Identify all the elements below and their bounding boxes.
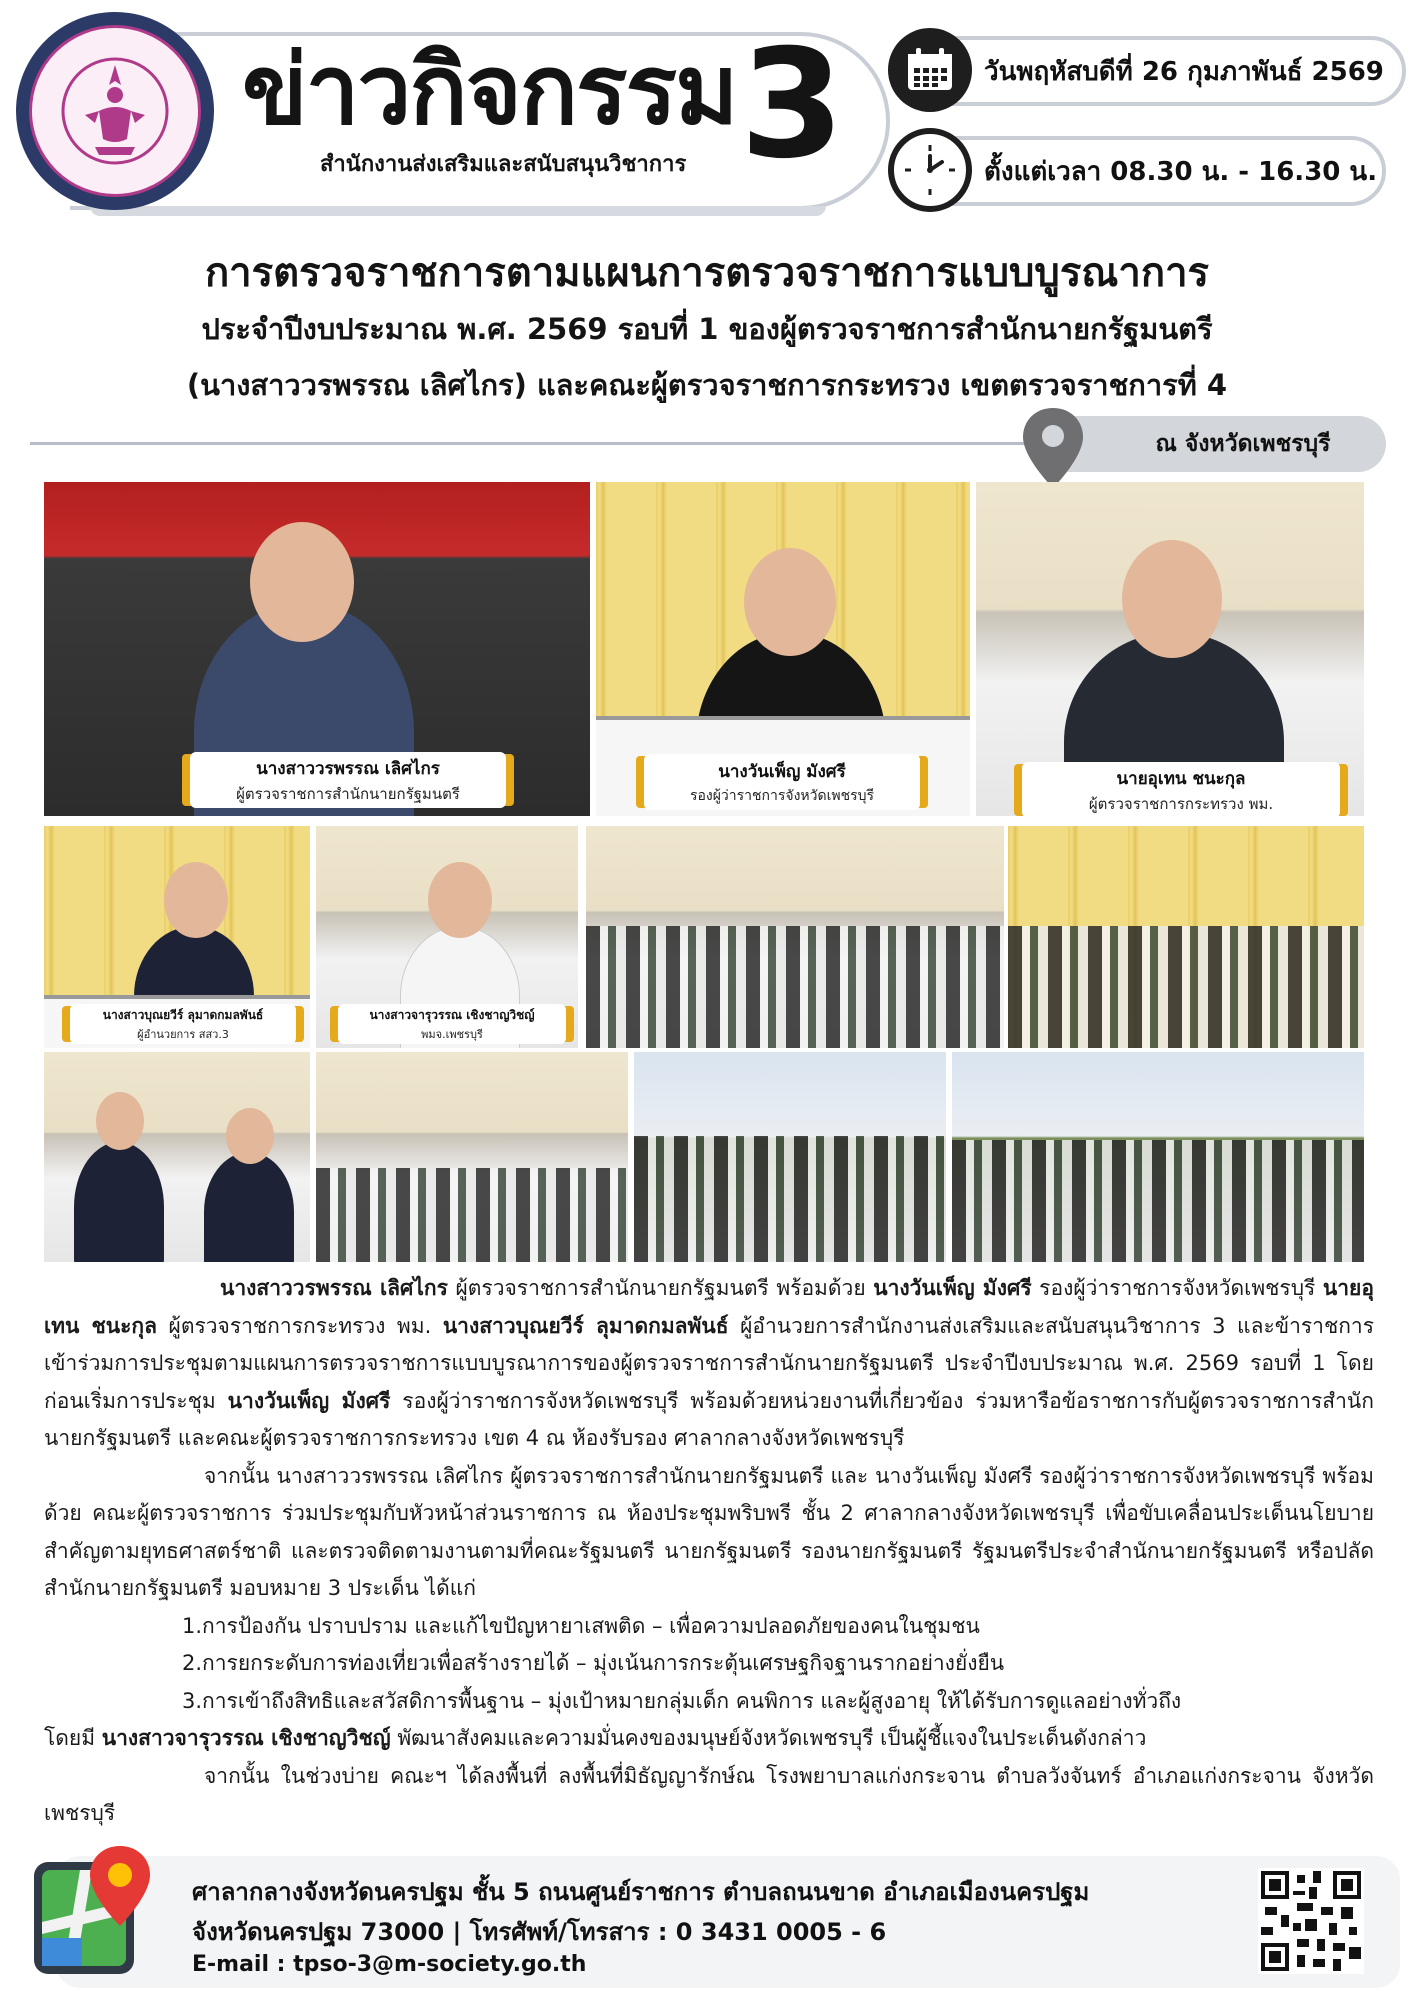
- calendar-icon: [888, 28, 972, 112]
- person-name: นางสาวบุณยวีร์ ลุมาดกมลพันธ์: [442, 1313, 729, 1338]
- paragraph-text: ผู้อำนวยการสำนักงานส่งเสริมและสนับสนุนวิชาการ 3 และข้าราชการ เข้าร่วมการประชุมตามแผนการตรวจราชการแบบบูรณาการของผู้ตรวจราชการสำนักนายกรัฐมนตรี ประจำปีงบประมาณ พ.ศ. 2569 รอบที่ 1 โดยก่อนเริ่มการประชุม: [44, 1313, 1374, 1413]
- date-badge: [918, 36, 1406, 106]
- footer-email: E-mail : tpso-3@m-society.go.th: [192, 1952, 587, 1977]
- paragraph-text: รองผู้ว่าราชการจังหวัดเพชรบุรี พร้อมด้วยหน่วยงานที่เกี่ยวข้อง ร่วมหารือข้อราชการกับผู้ตรวจราชการสำนักนายกรัฐมนตรี และคณะผู้ตรวจราชการกระทรวง เขต 4 ณ ห้องรับรอง ศาลากลางจังหวัดเพชรบุรี: [44, 1388, 1374, 1450]
- caption-inspector: นางสาววรพรรณ เลิศไกร ผู้ตรวจราชการสำนักนายกรัฐมนตรี: [190, 752, 506, 808]
- person-name: นางวันเพ็ญ มังศรี: [227, 1388, 391, 1413]
- qr-code: [1258, 1868, 1364, 1974]
- person-name: นายอุเทน ชนะกุล: [44, 1276, 1374, 1338]
- footer-address-1: ศาลากลางจังหวัดนครปฐม ชั้น 5 ถนนศูนย์ราชการ ตำบลถนนขาด อำเภอเมืองนครปฐม: [192, 1878, 1090, 1906]
- caption-social-officer: นางสาวจารุวรรณ เชิงชาญวิชญ์ พมจ.เพชรบุรี: [338, 1004, 566, 1044]
- paragraph-1: [44, 1270, 1374, 1458]
- photo-meeting-room-1: [586, 826, 1004, 1048]
- person-name: นางวันเพ็ญ มังศรี: [873, 1276, 1032, 1300]
- event-time: ตั้งแต่เวลา 08.30 น. - 16.30 น.: [984, 156, 1378, 187]
- office-name: สำนักงานส่งเสริมและสนับสนุนวิชาการ: [320, 152, 687, 177]
- photo-reception-meeting: [316, 1052, 628, 1262]
- map-pin-icon: [24, 1842, 164, 1982]
- location-badge: [1040, 416, 1386, 472]
- location-pin-icon: [1020, 406, 1086, 490]
- office-number: 3: [740, 18, 845, 192]
- newsletter-title: ข่าวกิจกรรม: [242, 34, 737, 146]
- headline-line-1: การตรวจราชการตามแผนการตรวจราชการแบบบูรณาการ: [204, 250, 1210, 296]
- paragraph-text: ผู้ตรวจราชการสำนักนายกรัฐมนตรี พร้อมด้วย: [447, 1276, 874, 1300]
- caption-director: นางสาวบุณยวีร์ ลุมาดกมลพันธ์ ผู้อำนวยการ สสว.3: [70, 1004, 296, 1044]
- photo-staff-attendees: [44, 1052, 310, 1262]
- photo-meeting-room-2: [1008, 826, 1364, 1048]
- article-body: [44, 1270, 1374, 1833]
- deity-emblem-icon: [55, 51, 175, 171]
- person-name: นางสาววรพรรณ เลิศไกร: [220, 1276, 448, 1300]
- clock-icon: [888, 128, 972, 212]
- footer-address-2: จังหวัดนครปฐม 73000 | โทรศัพท์/โทรสาร : 0 3431 0005 - 6: [192, 1918, 887, 1946]
- time-badge: [918, 136, 1386, 206]
- caption-deputy-governor: นางวันเพ็ญ มังศรี รองผู้ว่าราชการจังหวัดเพชรบุรี: [644, 754, 920, 810]
- location-text: ณ จังหวัดเพชรบุรี: [1155, 431, 1331, 457]
- headline-line-2: ประจำปีงบประมาณ พ.ศ. 2569 รอบที่ 1 ของผู้ตรวจราชการสำนักนายกรัฐมนตรี: [201, 312, 1213, 346]
- issue-item-3: 3.การเข้าถึงสิทธิและสวัสดิการพื้นฐาน – มุ่งเป้าหมายกลุ่มเด็ก คนพิการ และผู้สูงอายุ ให้ได้รับการดูแลอย่างทั่วถึง: [182, 1688, 1182, 1713]
- divider: [30, 442, 1030, 445]
- ministry-seal-logo: [16, 12, 214, 210]
- paragraph-3: โดยมี นางสาวจารุวรรณ เชิงชาญวิชญ์ พัฒนาสังคมและความมั่นคงของมนุษย์จังหวัดเพชรบุรี เป็นผู้ชี้แจงในประเด็นดังกล่าว: [44, 1726, 1147, 1750]
- paragraph-text: ผู้ตรวจราชการกระทรวง พม.: [157, 1313, 443, 1338]
- issue-item-2: 2.การยกระดับการท่องเที่ยวเพื่อสร้างรายได้ – มุ่งเน้นการกระตุ้นเศรษฐกิจฐานรากอย่างยั่งยืน: [182, 1651, 1005, 1675]
- paragraph-2: จากนั้น นางสาววรพรรณ เลิศไกร ผู้ตรวจราชการสำนักนายกรัฐมนตรี และ นางวันเพ็ญ มังศรี รองผู้ว่าราชการจังหวัดเพชรบุรี พร้อมด้วย คณะผู้ตรวจราชการ ร่วมประชุมกับหัวหน้าส่วนราชการ ณ ห้องประชุมพริบพรี ชั้น 2 ศาลากลางจังหวัดเพชรบุรี เพื่อขับเคลื่อนประเด็นนโยบายสำคัญตามยุทธศาสตร์ชาติ และตรวจติดตามงานตามที่คณะรัฐมนตรี นายกรัฐมนตรี รองนายกรัฐมนตรี รัฐมนตรีประจำสำนักนายกรัฐมนตรี หรือปลัดสำนักนายกรัฐมนตรี มอบหมาย 3 ประเด็น ได้แก่: [44, 1463, 1374, 1600]
- paragraph-4: จากนั้น ในช่วงบ่าย คณะฯ ได้ลงพื้นที่ ลงพื้นที่มิธัญญารักษ์ณ โรงพยาบาลแก่งกระจาน ตำบลวังจันทร์ อำเภอแก่งกระจาน จังหวัดเพชรบุรี: [44, 1763, 1374, 1825]
- photo-group-photo: [952, 1052, 1364, 1262]
- caption-ministry-inspector: นายอุเทน ชนะกุล ผู้ตรวจราชการกระทรวง พม.: [1022, 762, 1340, 818]
- issue-item-1: 1.การป้องกัน ปราบปราม และแก้ไขปัญหายาเสพติด – เพื่อความปลอดภัยของคนในชุมชน: [182, 1613, 980, 1638]
- paragraph-text: รองผู้ว่าราชการจังหวัดเพชรบุรี: [1031, 1276, 1323, 1300]
- event-date: วันพฤหัสบดีที่ 26 กุมภาพันธ์ 2569: [984, 56, 1384, 87]
- photo-field-visit: [634, 1052, 946, 1262]
- headline-line-3: (นางสาววรพรรณ เลิศไกร) และคณะผู้ตรวจราชการกระทรวง เขตตรวจราชการที่ 4: [186, 368, 1228, 402]
